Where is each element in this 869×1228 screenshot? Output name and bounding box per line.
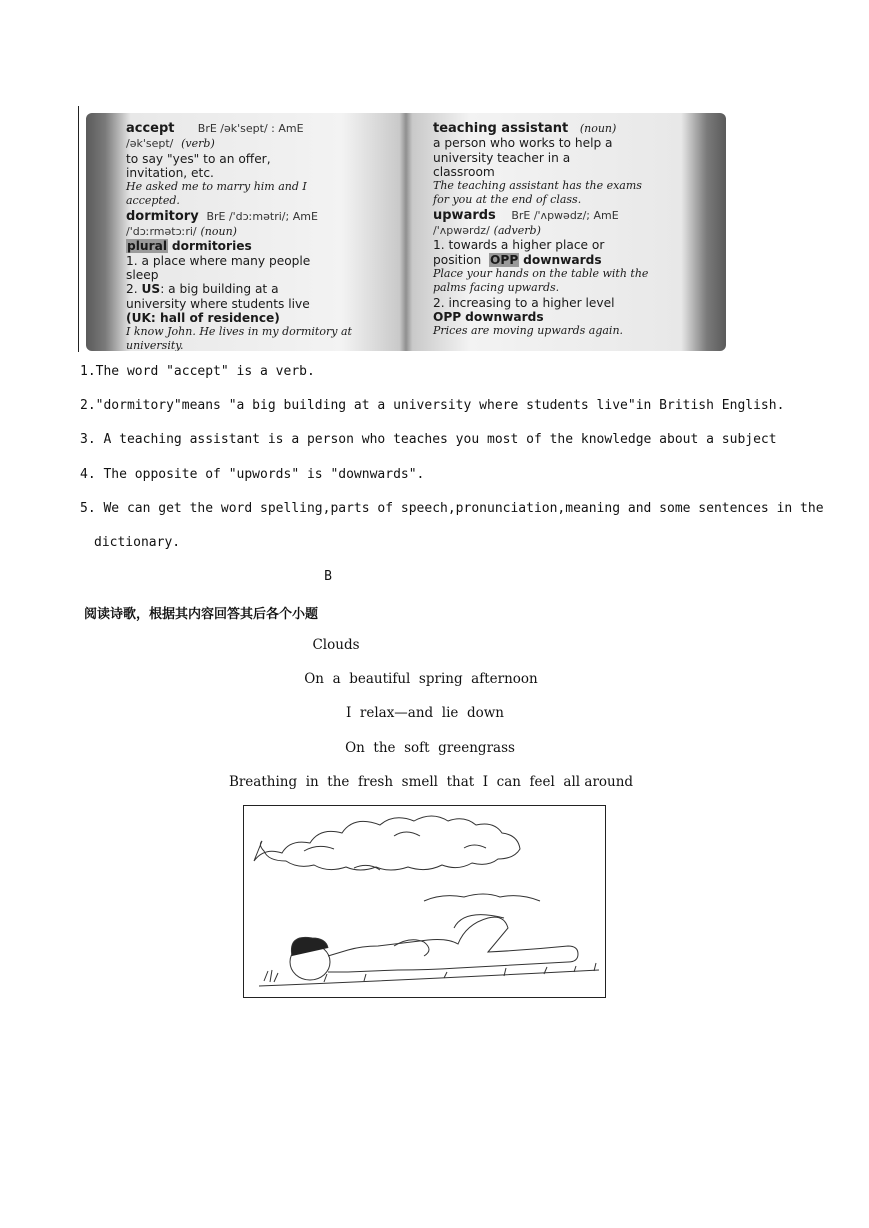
question-2: 2."dormitory"means "a big building at a university where students live"in British English. <box>80 398 785 413</box>
plural-word: dormitories <box>171 239 252 254</box>
instruction-heading: 阅读诗歌，根据其内容回答其后各个小题 <box>84 607 319 622</box>
definition: to say "yes" to an offer, <box>126 151 271 166</box>
definition: classroom <box>433 164 495 179</box>
headword-dormitory: dormitory <box>126 208 199 224</box>
question-1: 1.The word "accept" is a verb. <box>80 364 315 379</box>
definition: university teacher in a <box>433 150 571 165</box>
dictionary-image <box>86 113 726 351</box>
poem-illustration <box>243 805 606 998</box>
opp-label: OPP <box>490 252 519 267</box>
cloud-person-drawing <box>244 806 605 997</box>
us-label: US <box>141 282 161 297</box>
question-4: 4. The opposite of "upwords" is "downwards". <box>80 467 425 482</box>
dictionary-right-page <box>433 121 695 338</box>
uk-variant: (UK: hall of residence) <box>126 310 280 325</box>
poem-title: Clouds <box>312 637 360 653</box>
definition: invitation, etc. <box>126 165 214 180</box>
poem-line: On a beautiful spring afternoon <box>304 671 538 687</box>
margin-rule <box>78 106 79 352</box>
question-3: 3. A teaching assistant is a person who teaches you most of the knowledge about a subject <box>80 432 777 447</box>
opposite-word: downwards <box>465 309 544 324</box>
definition: 2. increasing to a higher level <box>433 295 615 310</box>
pronunciation: BrE /'ʌpwədz/; AmE <box>511 208 619 222</box>
poem-line: I relax—and lie down <box>345 705 505 721</box>
opposite-word: downwards <box>523 252 602 267</box>
question-5-continuation: dictionary. <box>94 535 181 550</box>
definition-number: 2. <box>126 282 138 297</box>
definition: : a big building at a <box>160 282 279 297</box>
part-of-speech: (adverb) <box>493 224 541 238</box>
example: The teaching assistant has the exams <box>433 179 642 193</box>
definition: 1. towards a higher place or <box>433 238 605 253</box>
poem-line: Breathing in the fresh smell that I can feel all around <box>228 774 634 790</box>
plural-label: plural <box>127 239 167 254</box>
pronunciation: /'dɔːrmətɔːri/ <box>126 225 197 239</box>
question-5: 5. We can get the word spelling,parts of speech,pronunciation,meaning and some sentences in the <box>80 501 824 516</box>
example: university. <box>126 339 184 351</box>
definition: 1. a place where many people <box>126 253 311 268</box>
part-of-speech: (verb) <box>181 137 215 151</box>
example: Prices are moving upwards again. <box>433 324 624 338</box>
poem-line: On the soft greengrass <box>345 740 515 756</box>
example: He asked me to marry him and I <box>126 180 307 194</box>
definition: university where students live <box>126 296 310 311</box>
example: Place your hands on the table with the <box>433 266 649 280</box>
pronunciation: /'ʌpwərdz/ <box>433 224 490 238</box>
headword-upwards: upwards <box>433 207 496 223</box>
example: palms facing upwards. <box>433 281 560 295</box>
example: for you at the end of class. <box>433 193 582 207</box>
pronunciation: BrE /ək'sept/ : AmE <box>197 122 304 135</box>
example: I know John. He lives in my dormitory at <box>126 325 352 339</box>
part-of-speech: (noun) <box>200 225 237 239</box>
opp-label: OPP <box>433 309 462 324</box>
definition: position <box>433 252 482 267</box>
headword-teaching-assistant: teaching assistant <box>433 121 569 136</box>
definition: sleep <box>126 267 159 282</box>
pronunciation: /ək'sept/ <box>126 137 174 151</box>
definition: a person who works to help a <box>433 136 613 151</box>
section-letter: B <box>324 569 332 584</box>
dictionary-left-page <box>126 121 388 351</box>
headword-accept: accept <box>126 121 175 136</box>
pronunciation: BrE /'dɔːmətri/; AmE <box>206 209 318 223</box>
part-of-speech: (noun) <box>579 122 617 135</box>
example: accepted. <box>126 194 180 208</box>
